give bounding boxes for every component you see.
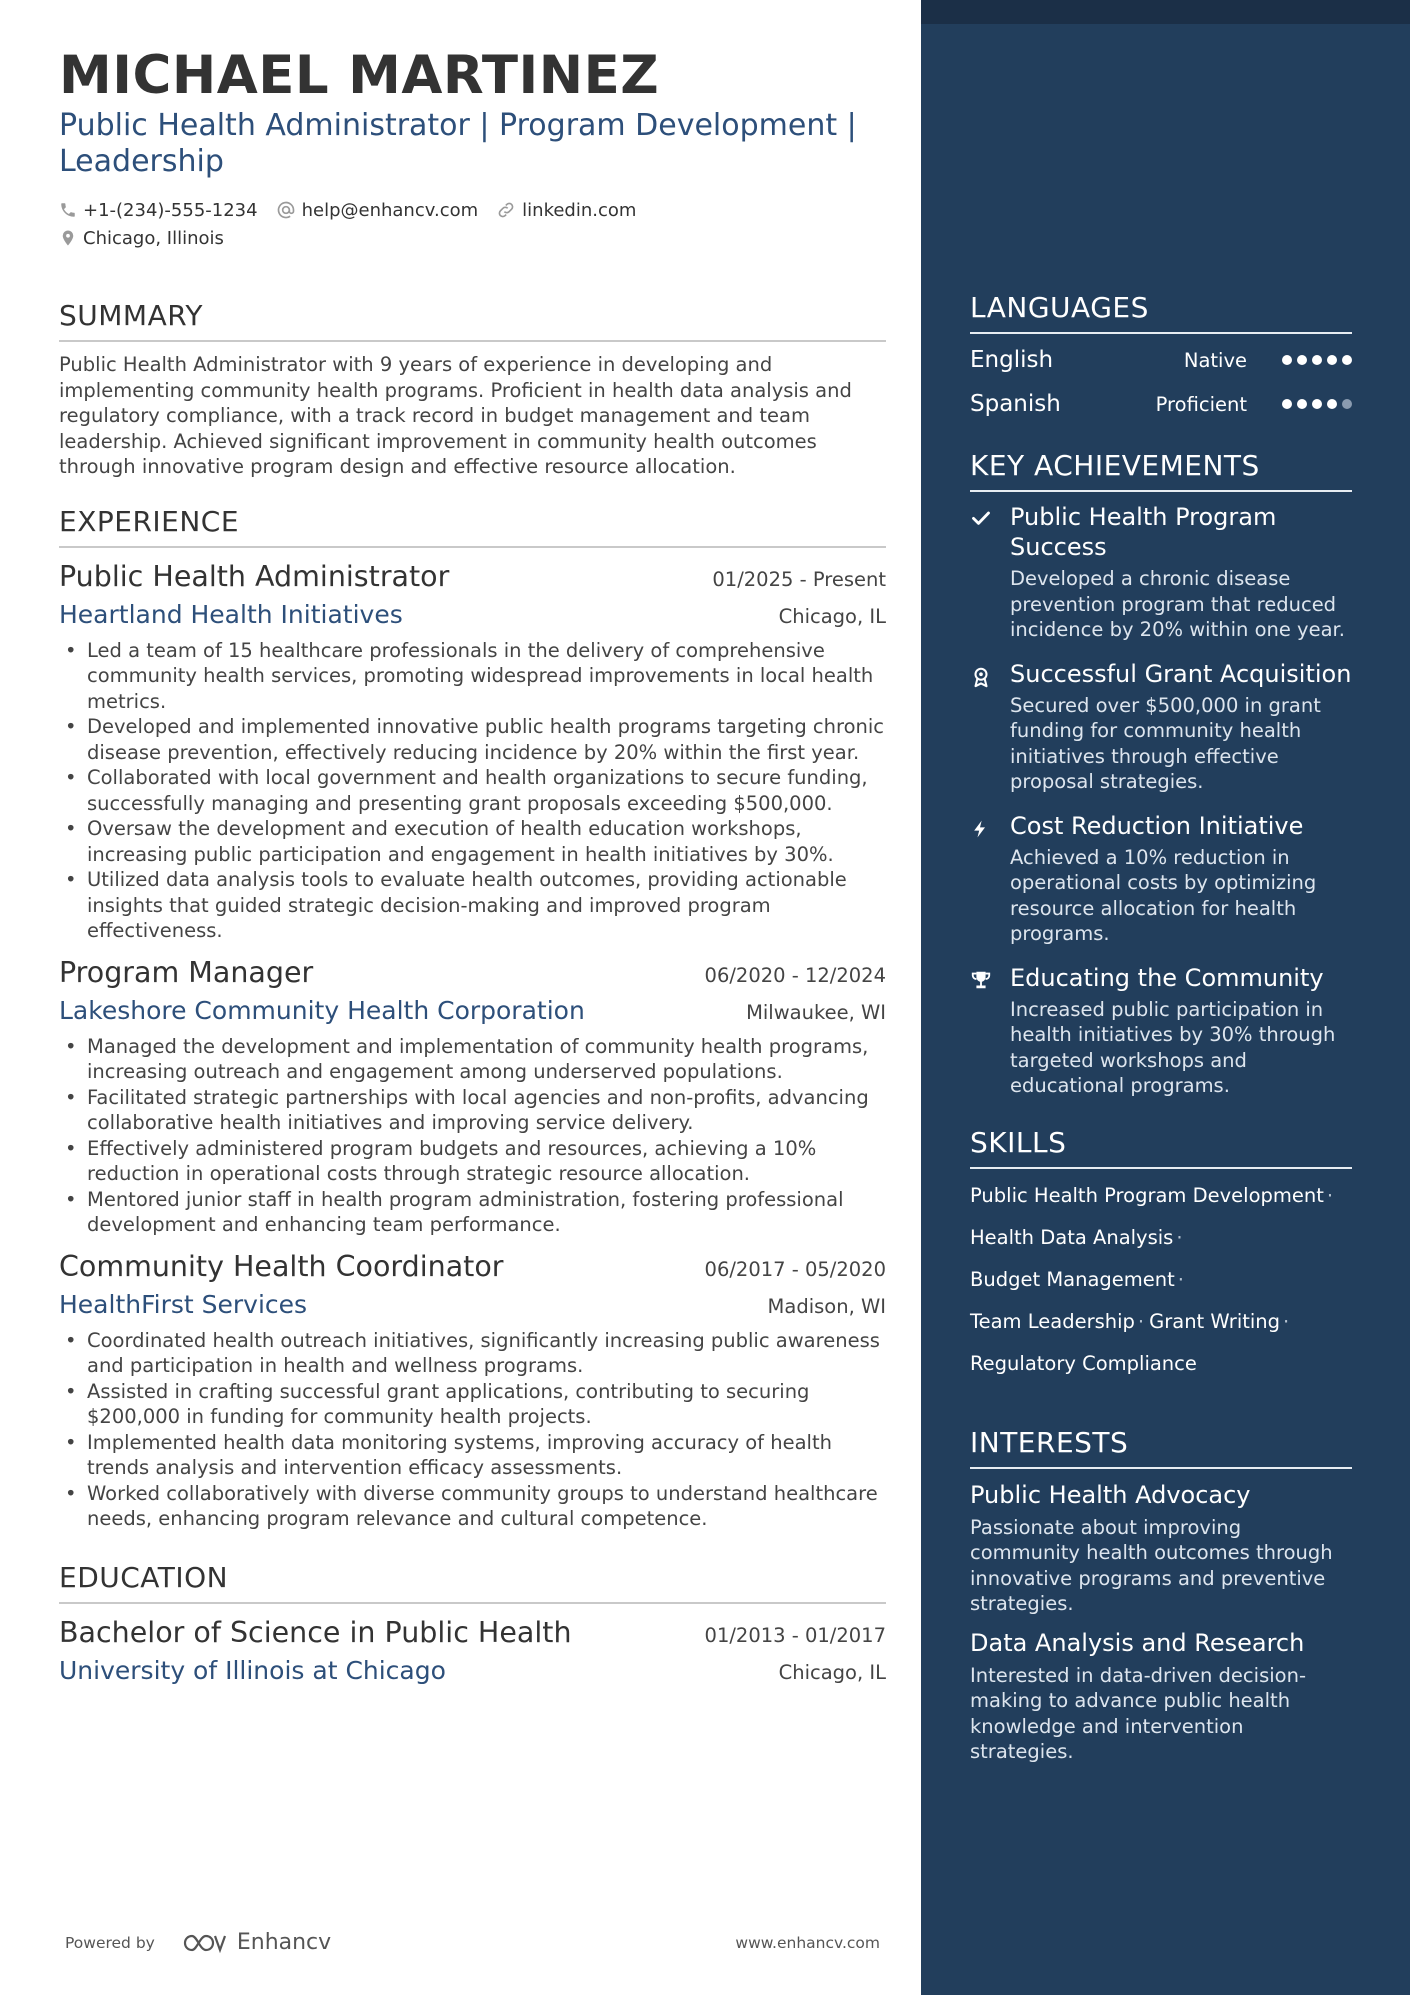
interest-title: Data Analysis and Research — [970, 1628, 1305, 1657]
rating-dot — [1342, 355, 1352, 365]
bullet-item: • Utilized data analysis tools to evaluate health outcomes, providing actionable insights that guided strategic decision-making and improved program effectiveness. — [59, 867, 886, 944]
linkedin-text: linkedin.com — [522, 199, 637, 221]
job-entry — [59, 954, 886, 1238]
achievement-item — [970, 502, 1352, 643]
skills-heading: SKILLS — [970, 1125, 1352, 1169]
interest-title: Public Health Advocacy — [970, 1480, 1251, 1509]
languages-section — [970, 290, 1352, 426]
check-icon — [970, 508, 992, 528]
enhancv-brand-text: Enhancv — [236, 1930, 332, 1955]
education-school: University of Illinois at Chicago — [59, 1655, 446, 1685]
bullet-item: • Implemented health data monitoring systems, improving accuracy of health trends analysis and intervention efficacy assessments. — [59, 1430, 886, 1481]
summary-heading: SUMMARY — [59, 298, 886, 342]
bullet-item: • Oversaw the development and execution of health education workshops, increasing public participation and engagement in health initiatives by 30%. — [59, 816, 886, 867]
rating-dot — [1297, 399, 1307, 409]
interest-desc: Interested in data-driven decision-making to advance public health knowledge and intervention strategies. — [970, 1663, 1306, 1763]
job-role: Community Health Coordinator — [59, 1249, 504, 1283]
achievement-item — [970, 659, 1352, 795]
achievements-heading: KEY ACHIEVEMENTS — [970, 448, 1352, 492]
job-date: 01/2025 - Present — [712, 567, 886, 591]
job-bullets — [59, 638, 886, 944]
interest-item — [970, 1479, 1352, 1617]
skill-item: Health Data Analysis — [970, 1225, 1174, 1249]
main-content — [59, 44, 886, 1688]
job-company: Heartland Health Initiatives — [59, 599, 403, 629]
achievement-title: Public Health Program Success — [1010, 503, 1277, 561]
skill-item: Budget Management — [970, 1267, 1175, 1291]
contact-phone[interactable] — [59, 200, 258, 221]
sidebar-top-bar — [921, 0, 1410, 24]
bullet-item: • Effectively administered program budgets and resources, achieving a 10% reduction in operational costs through strategic resource allocation. — [59, 1136, 886, 1187]
skills-list: Public Health Program Development · Health Data Analysis · Budget Management · Team Leadership · Grant Writing · Regulatory Compliance — [970, 1183, 1334, 1375]
rating-dot — [1297, 355, 1307, 365]
bullet-item: • Coordinated health outreach initiatives, significantly increasing public awareness and participation in health and wellness programs. — [59, 1328, 886, 1379]
achievement-item — [970, 811, 1352, 947]
sidebar-content — [970, 290, 1352, 1765]
enhancv-logo-icon — [181, 1931, 227, 1955]
candidate-title — [59, 108, 886, 180]
job-date: 06/2017 - 05/2020 — [704, 1257, 886, 1281]
rating-dot — [1312, 355, 1322, 365]
rating-dot — [1327, 399, 1337, 409]
location-text: Chicago, Illinois — [83, 227, 224, 249]
rating-dot — [1282, 399, 1292, 409]
job-location: Milwaukee, WI — [746, 1000, 886, 1024]
powered-by-text: Powered by — [65, 1933, 155, 1952]
language-item — [970, 382, 1352, 426]
achievement-item — [970, 963, 1352, 1099]
rating-dot — [1312, 399, 1322, 409]
job-role: Public Health Administrator — [59, 559, 450, 593]
skill-item: Regulatory Compliance — [970, 1351, 1197, 1375]
footer-url[interactable]: www.enhancv.com — [735, 1933, 880, 1952]
education-section — [59, 1560, 886, 1688]
job-entry — [59, 1248, 886, 1532]
bullet-item: • Developed and implemented innovative public health programs targeting chronic disease prevention, effectively reducing incidence by 20% within the first year. — [59, 714, 886, 765]
trophy-icon — [970, 969, 992, 991]
summary-section — [59, 298, 886, 480]
bullet-item: • Collaborated with local government and health organizations to secure funding, successfully managing and presenting grant proposals exceeding $500,000. — [59, 765, 886, 816]
experience-section — [59, 504, 886, 1532]
skills-section — [970, 1125, 1352, 1385]
at-icon — [276, 200, 296, 220]
enhancv-logo[interactable] — [181, 1930, 331, 1955]
rating-dot — [1327, 355, 1337, 365]
education-degree: Bachelor of Science in Public Health — [59, 1615, 572, 1649]
achievements-section — [970, 448, 1352, 1099]
skill-item: Public Health Program Development — [970, 1183, 1324, 1207]
bullet-item: • Facilitated strategic partnerships with local agencies and non-profits, advancing collaborative health initiatives and improving service delivery. — [59, 1085, 886, 1136]
contact-linkedin[interactable] — [496, 200, 636, 221]
education-location: Chicago, IL — [778, 1660, 886, 1684]
achievement-desc: Achieved a 10% reduction in operational costs by optimizing resource allocation for health programs. — [1010, 845, 1317, 945]
language-rating — [1277, 355, 1352, 365]
phone-text: +1-(234)-555-1234 — [83, 199, 258, 221]
job-bullets — [59, 1328, 886, 1532]
bullet-item: • Assisted in crafting successful grant applications, contributing to securing $200,000 in funding for community health projects. — [59, 1379, 886, 1430]
achievement-desc: Increased public participation in health initiatives by 30% through targeted workshops and educational programs. — [1010, 997, 1336, 1097]
bullet-item: • Mentored junior staff in health program administration, fostering professional development and enhancing team performance. — [59, 1187, 886, 1238]
rating-dot — [1282, 355, 1292, 365]
summary-text: Public Health Administrator with 9 years of experience in developing and implementing community health programs. Proficient in health data analysis and regulatory compliance, with a track record in budget management and team leadership. Achieved significant improvement in community health outcomes through innovative program design and effective resource allocation. — [59, 353, 852, 478]
rating-dot — [1342, 399, 1352, 409]
experience-heading: EXPERIENCE — [59, 504, 886, 548]
language-rating — [1277, 399, 1352, 409]
title-line-1: Public Health Administrator | Program Development | — [59, 108, 857, 143]
job-entry — [59, 558, 886, 944]
achievement-desc: Secured over $500,000 in grant funding for community health initiatives through effective proposal strategies. — [1010, 693, 1321, 793]
language-item — [970, 338, 1352, 382]
education-date: 01/2013 - 01/2017 — [704, 1623, 886, 1647]
skill-item: Team Leadership — [970, 1309, 1135, 1333]
language-name: Spanish — [970, 391, 1061, 417]
phone-icon — [59, 201, 77, 219]
job-location: Chicago, IL — [778, 604, 886, 628]
achievement-desc: Developed a chronic disease prevention program that reduced incidence by 20% within one year. — [1010, 567, 1345, 641]
bullet-item: • Managed the development and implementation of community health programs, increasing outreach and engagement among underserved populations. — [59, 1034, 886, 1085]
language-level: Native — [1183, 348, 1247, 372]
job-company: Lakeshore Community Health Corporation — [59, 995, 585, 1025]
sidebar — [921, 0, 1410, 1995]
title-line-2: Leadership — [59, 144, 224, 179]
email-text: help@enhancv.com — [301, 199, 479, 221]
contact-email[interactable] — [276, 200, 479, 221]
job-role: Program Manager — [59, 955, 314, 989]
contact-location — [59, 228, 224, 249]
achievement-title: Cost Reduction Initiative — [1010, 811, 1304, 840]
language-level: Proficient — [1155, 392, 1247, 416]
lightning-icon — [970, 817, 990, 841]
job-company: HealthFirst Services — [59, 1289, 308, 1319]
bullet-item: • Worked collaboratively with diverse community groups to understand healthcare needs, enhancing program relevance and cultural competence. — [59, 1481, 886, 1532]
skill-item: Grant Writing — [1149, 1309, 1281, 1333]
interests-heading: INTERESTS — [970, 1425, 1352, 1469]
achievement-title: Successful Grant Acquisition — [1010, 659, 1352, 688]
education-heading: EDUCATION — [59, 1560, 886, 1604]
language-name: English — [970, 347, 1054, 373]
bullet-item: • Led a team of 15 healthcare professionals in the delivery of comprehensive community health services, promoting widespread improvements in local health metrics. — [59, 638, 886, 715]
interest-item — [970, 1627, 1352, 1765]
location-pin-icon — [59, 228, 77, 248]
award-icon — [970, 665, 992, 689]
link-icon — [496, 200, 516, 220]
interests-section — [970, 1425, 1352, 1765]
job-bullets — [59, 1034, 886, 1238]
job-date: 06/2020 - 12/2024 — [704, 963, 886, 987]
languages-heading: LANGUAGES — [970, 290, 1352, 334]
job-location: Madison, WI — [767, 1294, 886, 1318]
interest-desc: Passionate about improving community health outcomes through innovative programs and preventive strategies. — [970, 1515, 1333, 1615]
candidate-name: MICHAEL MARTINEZ — [59, 45, 660, 106]
contact-info — [59, 196, 886, 252]
achievement-title: Educating the Community — [1010, 963, 1324, 992]
footer — [65, 1930, 880, 1955]
